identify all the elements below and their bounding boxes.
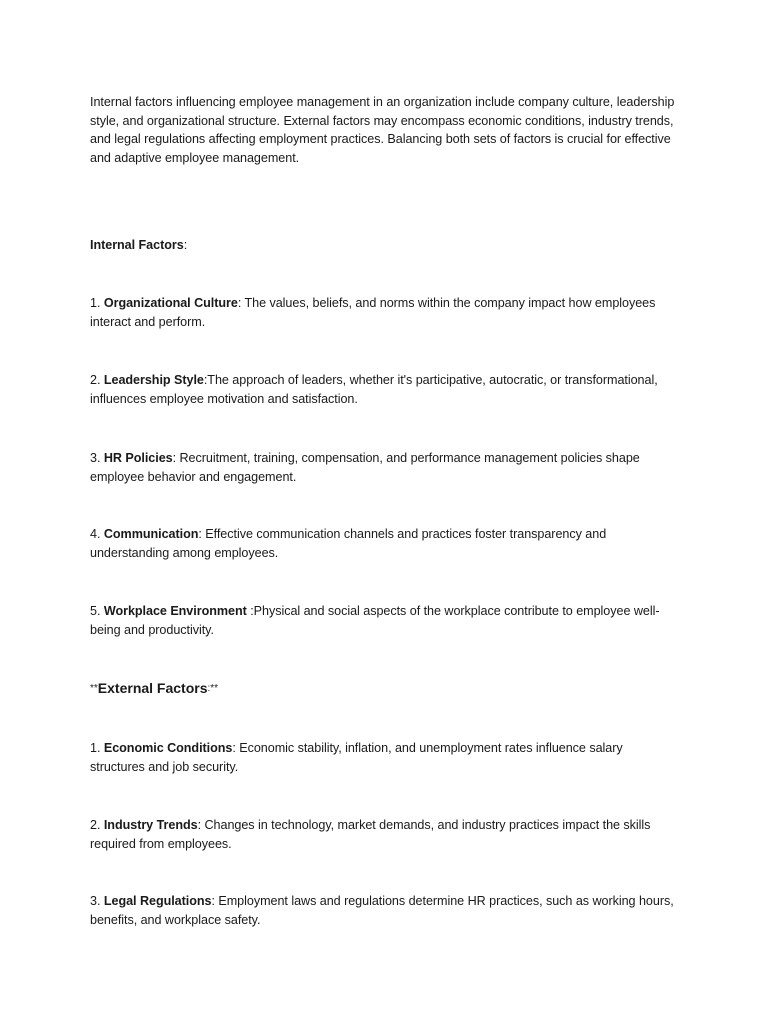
internal-item-1 xyxy=(90,294,680,331)
external-heading-prefix: ** xyxy=(90,683,98,694)
item-number: 3. xyxy=(90,451,104,465)
internal-item-4 xyxy=(90,525,680,562)
item-text: : Changes in technology, market demands, and industry practices impact the skills required from employees. xyxy=(90,818,651,851)
external-heading-suffix: :** xyxy=(207,683,219,694)
item-text: : The values, beliefs, and norms within the company impact how employees interact and perform. xyxy=(90,296,656,329)
internal-factors-heading-suffix: : xyxy=(183,238,188,252)
item-number: 2. xyxy=(90,373,104,387)
item-term: Workplace Environment xyxy=(103,604,247,618)
item-text: :Physical and social aspects of the workplace contribute to employee well-being and productivity. xyxy=(90,604,660,637)
item-text: : Effective communication channels and practices foster transparency and understanding among employees. xyxy=(90,527,607,560)
item-term: Organizational Culture xyxy=(103,296,238,310)
item-text: : Economic stability, inflation, and unemployment rates influence salary structures and job security. xyxy=(90,741,623,774)
internal-item-5 xyxy=(90,602,680,639)
item-term: Leadership Style xyxy=(103,373,204,387)
item-term: Industry Trends xyxy=(103,818,198,832)
item-term: HR Policies xyxy=(103,451,173,465)
external-factors-heading xyxy=(90,678,218,699)
item-number: 5. xyxy=(90,604,104,618)
internal-item-2 xyxy=(90,371,680,408)
item-text: : Employment laws and regulations determine HR practices, such as working hours, benefits, and workplace safety. xyxy=(90,894,674,927)
intro-paragraph: Internal factors influencing employee management in an organization include company culture, leadership style, and organizational structure. External factors may encompass economic conditions, industry trends, and legal regulations affecting employment practices. Balancing both sets of factors is crucial for effective and adaptive employee management. xyxy=(90,95,675,166)
internal-factors-heading xyxy=(90,236,680,255)
item-number: 2. xyxy=(90,818,104,832)
item-text: : Recruitment, training, compensation, and performance management policies shape employee behavior and engagement. xyxy=(90,451,640,484)
external-item-2 xyxy=(90,816,680,853)
internal-item-3 xyxy=(90,449,680,486)
external-item-3 xyxy=(90,892,680,929)
item-number: 4. xyxy=(90,527,104,541)
item-number: 1. xyxy=(90,296,104,310)
item-number: 3. xyxy=(90,894,104,908)
internal-factors-heading-label: Internal Factors xyxy=(90,238,184,252)
external-item-1 xyxy=(90,739,680,776)
item-text: :The approach of leaders, whether it's participative, autocratic, or transformational, influences employee motivation and satisfaction. xyxy=(90,373,658,406)
item-number: 1. xyxy=(90,741,104,755)
external-factors-heading-label: External Factors xyxy=(97,680,208,696)
item-term: Communication xyxy=(103,527,199,541)
item-term: Legal Regulations xyxy=(103,894,212,908)
item-term: Economic Conditions xyxy=(103,741,233,755)
